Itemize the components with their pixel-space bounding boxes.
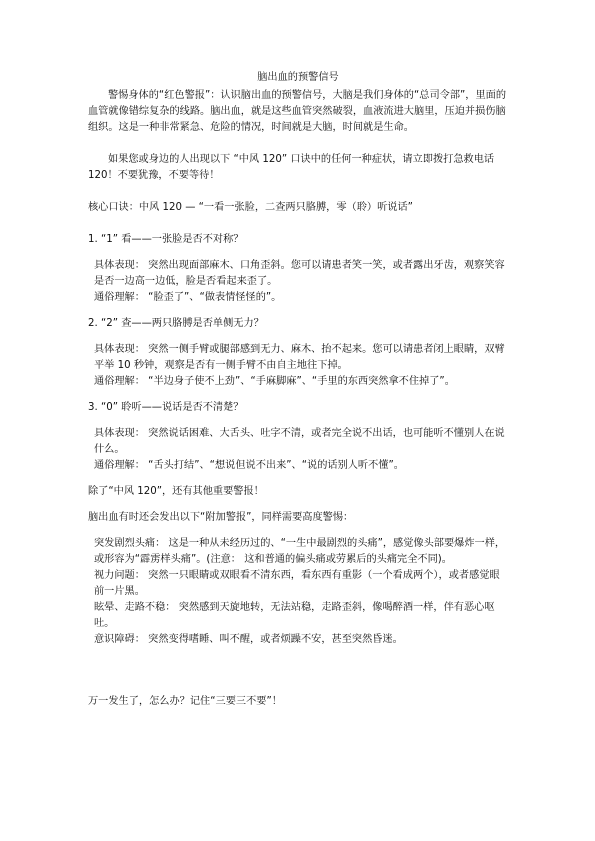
call-to-action: 如果您或身边的人出现以下 “中风 120” 口诀中的任何一种症状，请立即拨打急救电话 120！不要犹豫，不要等待！ <box>88 154 495 181</box>
other-alarms: 除了“中风 120”，还有其他重要警报！ <box>88 486 264 497</box>
closing-line: 万一发生了，怎么办？记住“三要三不要”！ <box>88 696 282 707</box>
item-plain: 通俗理解： “脸歪了”、“做表情怪怪的”。 <box>94 292 282 303</box>
item-plain: 通俗理解： “舌头打结”、“想说但说不出来”、“说的话别人听不懂”。 <box>94 460 404 471</box>
item-plain: 通俗理解： “半边身子使不上劲”、“手麻脚麻”、“手里的东西突然拿不住掉了”。 <box>94 376 455 387</box>
additional-item: 意识障碍： 突然变得嗜睡、叫不醒，或者烦躁不安，甚至突然昏迷。 <box>94 634 403 645</box>
additional-item: 视力问题： 突然一只眼睛或双眼看不清东西，看东西有重影（一个看成两个），或者感觉眼前一片黑。 <box>94 570 500 597</box>
additional-item: 眩晕、走路不稳： 突然感到天旋地转，无法站稳，走路歪斜，像喝醉酒一样，伴有恶心呕吐。 <box>94 602 495 629</box>
page-title: 脑出血的预警信号 <box>257 72 339 83</box>
document-page <box>88 70 508 710</box>
item-heading: 1. “1” 看——一张脸是否不对称？ <box>88 234 244 245</box>
item-heading: 3. “0” 聆听——说话是否不清楚？ <box>88 402 244 413</box>
additional-item: 突发剧烈头痛： 这是一种从未经历过的、“一生中最剧烈的头痛”，感觉像头部要爆炸一样，或形容为“霹雳样头痛”。(注意： 这和普通的偏头痛或劳累后的头痛完全不同)。 <box>94 538 506 565</box>
item-manifestation: 具体表现： 突然出现面部麻木、口角歪斜。您可以请患者笑一笑，或者露出牙齿，观察笑容是否一边高一边低，脸是否看起来歪了。 <box>94 260 505 287</box>
mnemonic: 核心口诀：中风 120 — “一看一张脸，二查两只胳膊，零（聆）听说话” <box>88 202 413 213</box>
item-manifestation: 具体表现： 突然说话困难、大舌头、吐字不清，或者完全说不出话，也可能听不懂别人在说什么。 <box>94 428 505 455</box>
item-heading: 2. “2” 查——两只胳膊是否单侧无力？ <box>88 318 264 329</box>
item-manifestation: 具体表现： 突然一侧手臂或腿部感到无力、麻木、抬不起来。您可以请患者闭上眼睛，双臂平举 10 秒钟，观察是否有一侧手臂不由自主地往下掉。 <box>94 344 505 371</box>
additional-intro: 脑出血有时还会发出以下“附加警报”，同样需要高度警惕： <box>88 512 354 523</box>
intro-paragraph: 警惕身体的“红色警报”：认识脑出血的预警信号，大脑是我们身体的“总司令部”，里面的血管就像错综复杂的线路。脑出血，就是这些血管突然破裂，血液流进大脑里，压迫并损伤脑组织。这是一种非常紧急、危险的情况，时间就是大脑，时间就是生命。 <box>88 90 507 133</box>
